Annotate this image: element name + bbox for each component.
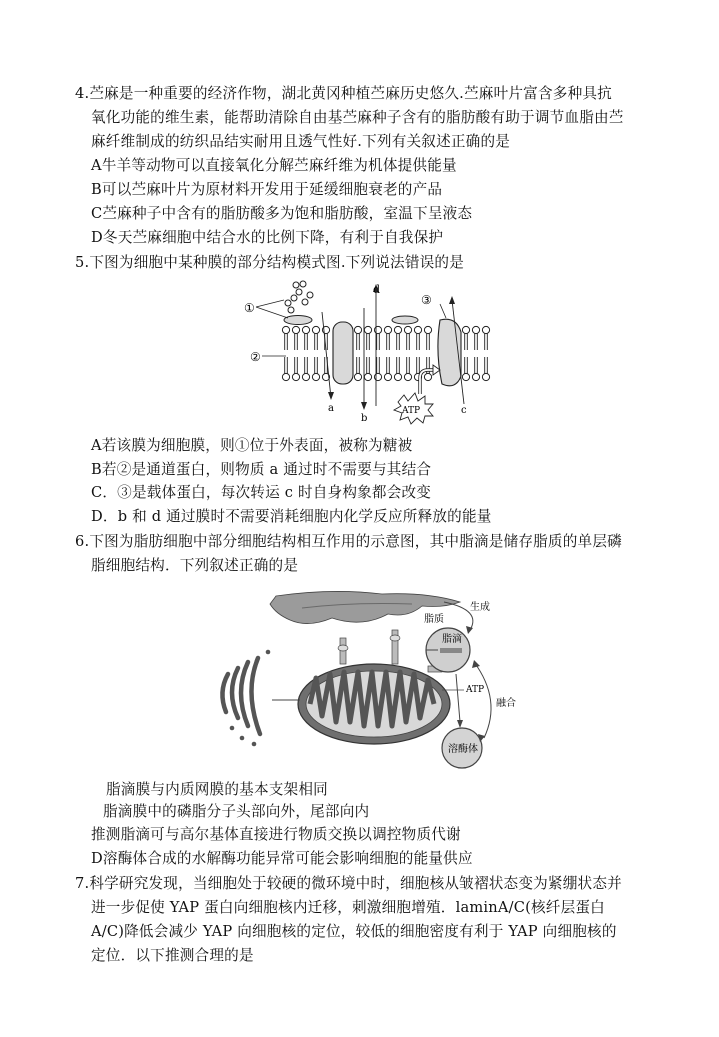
q5-option-b: B若②是通道蛋白，则物质 a 通过时不需要与其结合	[91, 461, 432, 478]
atp-label-q6: ATP	[466, 685, 485, 695]
label-c: c	[461, 405, 467, 416]
q7-stem-line-4: 定位．以下推测合理的是	[91, 947, 254, 964]
golgi-apparatus	[222, 658, 260, 734]
carrier-protein	[438, 319, 461, 386]
q6-option-c: 推测脂滴可与高尔基体直接进行物质交换以调控物质代谢	[91, 826, 461, 843]
q4-option-d: D冬天苎麻细胞中结合水的比例下降，有利于自我保护	[91, 229, 444, 246]
q4-stem-line-1: 4.苎麻是一种重要的经济作物，湖北黄冈种植苎麻历史悠久.苎麻叶片富含多种具抗	[75, 85, 612, 102]
label-2: ②	[250, 350, 261, 364]
q7-stem-line-1: 7.科学研究发现，当细胞处于较硬的微环境中时，细胞核从皱褶状态变为紧绷状态并	[75, 875, 622, 892]
membrane-figure	[230, 280, 500, 430]
label-1: ①	[244, 301, 255, 315]
q4-stem-line-3: 麻纤维制成的纺织品结实耐用且透气性好.下列有关叙述正确的是	[91, 133, 511, 150]
lysosome-label: 溶酶体	[448, 744, 478, 755]
label-b: b	[361, 413, 368, 424]
q6-option-b: 脂滴膜中的磷脂分子头部向外，尾部向内	[103, 803, 370, 820]
q7-stem-line-3: A/C)降低会减少 YAP 向细胞核的定位，较低的细胞密度有利于 YAP 向细胞核的	[91, 923, 617, 940]
label-a: a	[328, 403, 334, 414]
q4-option-c: C苎麻种子中含有的脂肪酸多为饱和脂肪酸，室温下呈液态	[91, 205, 473, 222]
q5-option-d: D．b 和 d 通过膜时不需要消耗细胞内化学反应所释放的能量	[91, 508, 492, 525]
label-d: d	[373, 283, 381, 296]
fusion-label: 融合	[496, 698, 516, 709]
atp-label: ATP	[402, 406, 421, 416]
label-3: ③	[421, 293, 432, 307]
q6-option-d: D溶酶体合成的水解酶功能异常可能会影响细胞的能量供应	[91, 850, 473, 867]
q7-stem-line-2: 进一步促使 YAP 蛋白向细胞核内迁移，刺激细胞增殖．laminA/C(核纤层蛋白	[91, 899, 605, 916]
q6-stem-line-2: 脂细胞结构．下列叙述正确的是	[91, 557, 299, 574]
lipid-label: 脂质	[424, 614, 444, 625]
q5-option-a: A若该膜为细胞膜，则①位于外表面，被称为糖被	[91, 437, 413, 454]
q4-option-a: A牛羊等动物可以直接氧化分解苎麻纤维为机体提供能量	[91, 157, 457, 174]
q5-stem: 5.下图为细胞中某种膜的部分结构模式图.下列说法错误的是	[75, 254, 465, 271]
q6-stem-line-1: 6.下图为脂肪细胞中部分细胞结构相互作用的示意图，其中脂滴是储存脂质的单层磷	[75, 533, 622, 550]
lipid-droplet-label: 脂滴	[442, 634, 462, 645]
generate-label: 生成	[470, 602, 490, 613]
q4-option-b: B可以苎麻叶片为原材料开发用于延缓细胞衰老的产品	[91, 181, 443, 198]
fat-cell-diagram	[212, 588, 516, 780]
fat-cell-figure	[212, 588, 516, 780]
channel-protein	[333, 322, 353, 384]
q4-stem-line-2: 氧化功能的维生素，能帮助清除自由基苎麻种子含有的脂肪酸有助于调节血脂由苎	[91, 109, 624, 126]
q6-option-a: 脂滴膜与内质网膜的基本支架相同	[106, 781, 328, 798]
q5-option-c: C．③是载体蛋白，每次转运 c 时自身构象都会改变	[91, 484, 432, 501]
membrane-diagram	[230, 280, 500, 430]
